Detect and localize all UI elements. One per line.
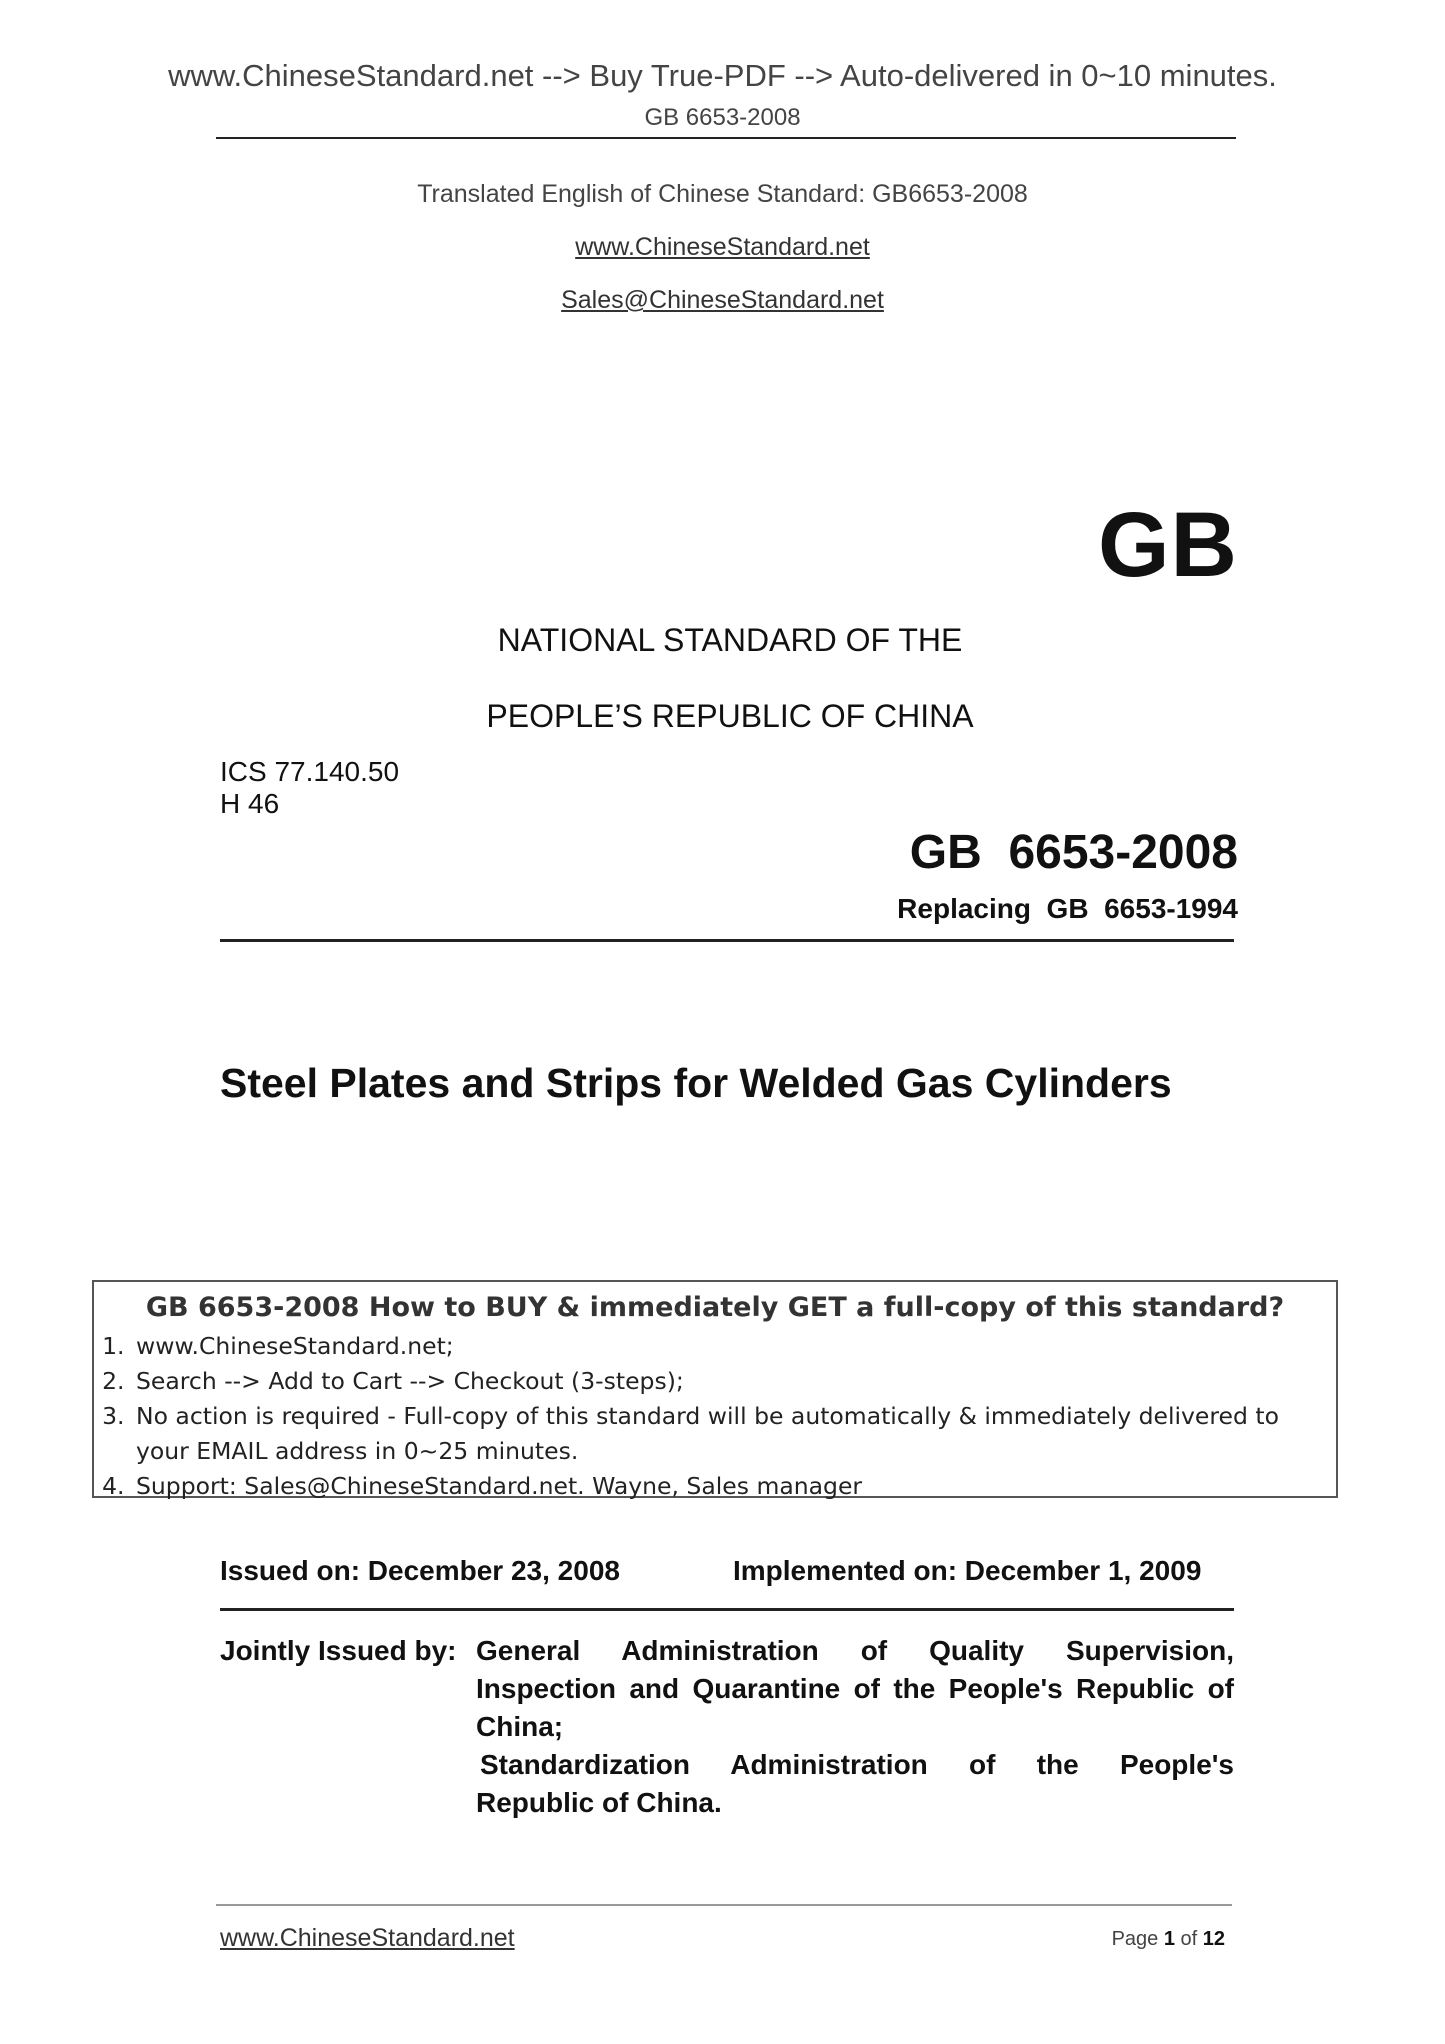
header-banner: www.ChineseStandard.net --> Buy True-PDF --> Auto-delivered in 0~10 minutes. — [168, 58, 1277, 93]
issued-date: Issued on: December 23, 2008 — [220, 1555, 620, 1586]
national-standard-line1: NATIONAL STANDARD OF THE — [497, 622, 963, 658]
footer-website-link[interactable]: www.ChineseStandard.net — [220, 1924, 515, 1952]
issuer-line-2: Inspection and Quarantine of the People's Republic of — [476, 1673, 1234, 1704]
buy-instructions-box — [92, 1280, 1338, 1498]
national-standard-line2: PEOPLE’S REPUBLIC OF CHINA — [486, 698, 974, 734]
page-total: 12 — [1202, 1928, 1225, 1950]
footer-divider — [216, 1904, 1232, 1906]
buy-steps-list — [94, 1329, 1336, 1504]
replacing-standard: Replacing GB 6653-1994 — [897, 893, 1238, 924]
page-indicator: Page 1 of 12 — [1111, 1928, 1225, 1950]
jointly-issued-label: Jointly Issued by: — [220, 1635, 457, 1666]
page-current: 1 — [1163, 1928, 1175, 1950]
issuer-line-3: China; — [476, 1711, 564, 1742]
implemented-date: Implemented on: December 1, 2009 — [733, 1555, 1202, 1586]
buy-step-1: 1. www.ChineseStandard.net; — [132, 1329, 1336, 1364]
issuer-line-5: Republic of China. — [476, 1787, 722, 1818]
standard-number: GB 6653-2008 — [909, 826, 1238, 879]
header-code: GB 6653-2008 — [644, 104, 801, 131]
translated-line: Translated English of Chinese Standard: GB6653-2008 — [417, 180, 1028, 208]
buy-box-title: GB 6653-2008 How to BUY & immediately GET a full-copy of this standard? — [145, 1292, 1285, 1323]
issuer-line-1: General Administration of Quality Supervision, — [476, 1635, 1234, 1666]
ics-code: ICS 77.140.50 — [220, 756, 400, 787]
buy-step-4: 4. Support: Sales@ChineseStandard.net. Wayne, Sales manager — [132, 1469, 1336, 1504]
gb-logo: GB — [1098, 494, 1238, 596]
intro-email-link[interactable]: Sales@ChineseStandard.net — [561, 286, 884, 314]
buy-step-3: 3. No action is required - Full-copy of this standard will be automatically & immediately delivered to your EMAIL address in 0~25 minutes. — [132, 1399, 1336, 1469]
dates-divider — [220, 1608, 1234, 1611]
buy-step-2: 2. Search --> Add to Cart --> Checkout (3-steps); — [132, 1364, 1336, 1399]
issuer-line-4: Standardization Administration of the People's — [480, 1749, 1234, 1780]
h-code: H 46 — [220, 788, 280, 819]
intro-website-link[interactable]: www.ChineseStandard.net — [575, 233, 870, 261]
document-title: Steel Plates and Strips for Welded Gas Cylinders — [220, 1060, 1172, 1106]
number-divider — [220, 939, 1234, 942]
issuers-block — [476, 1632, 1234, 1822]
header-divider — [216, 137, 1236, 139]
